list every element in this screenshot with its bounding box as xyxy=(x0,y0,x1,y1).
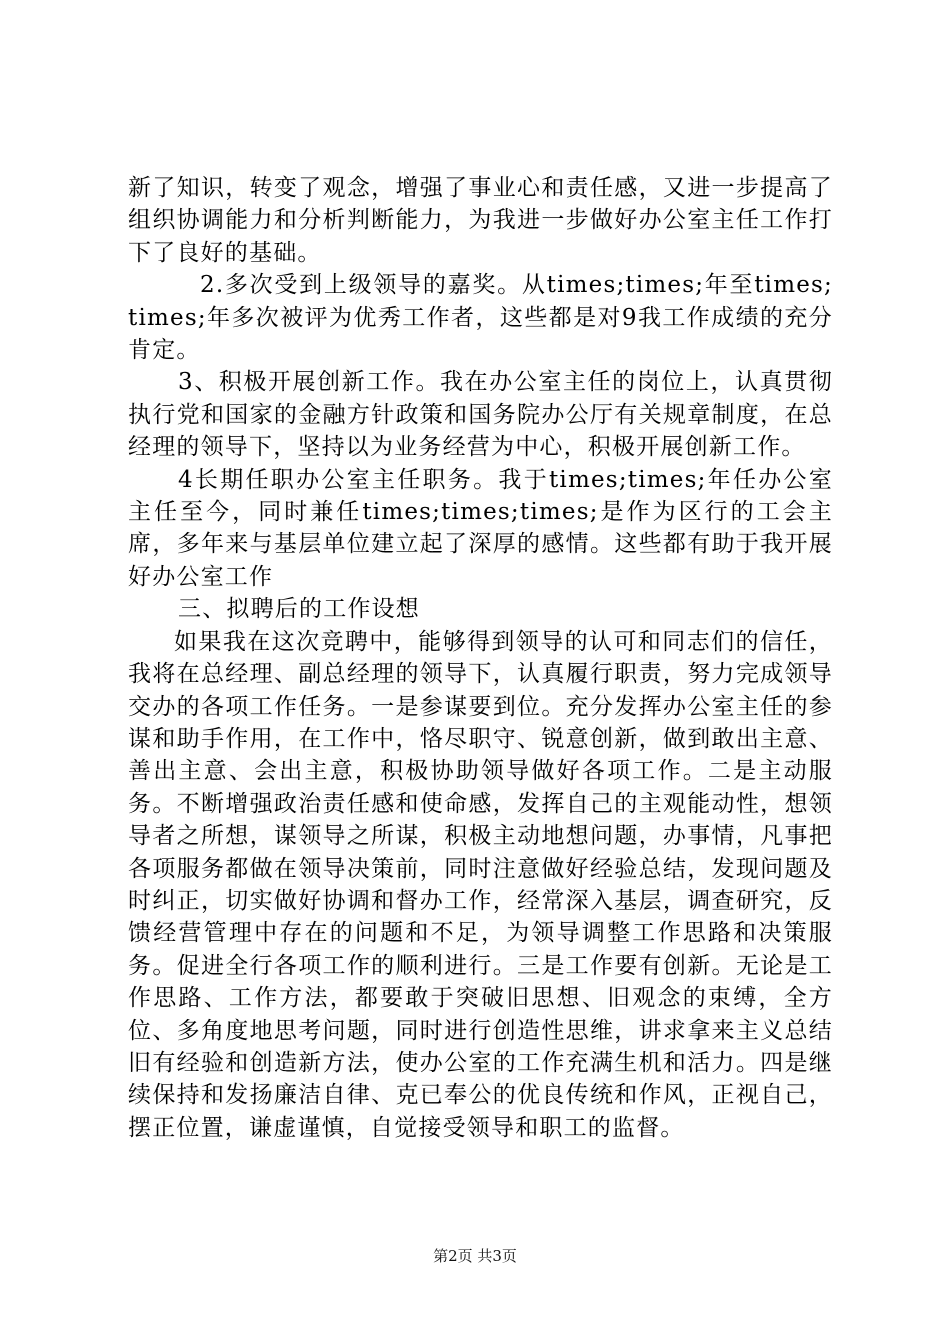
document-body xyxy=(128,172,833,1144)
paragraph-work-plan: 如果我在这次竞聘中，能够得到领导的认可和同志们的信任，我将在总经理、副总经理的领导下，认真履行职责，努力完成领导交办的各项工作任务。一是参谋要到位。充分发挥办公室主任的参谋和助手作用，在工作中，恪尽职守、锐意创新，做到敢出主意、善出主意、会出主意，积极协助领导做好各项工作。二是主动服务。不断增强政治责任感和使命感，发挥自己的主观能动性，想领导者之所想，谋领导之所谋，积极主动地想问题，办事情，凡事把各项服务都做在领导决策前，同时注意做好经验总结，发现问题及时纠正，切实做好协调和督办工作，经常深入基层，调查研究，反馈经营管理中存在的问题和不足，为领导调整工作思路和决策服务。促进全行各项工作的顺利进行。三是工作要有创新。无论是工作思路、工作方法，都要敢于突破旧思想、旧观念的束缚，全方位、多角度地思考问题，同时进行创造性思维，讲求拿来主义总结旧有经验和创造新方法，使办公室的工作充满生机和活力。四是继续保持和发扬廉洁自律、克已奉公的优良传统和作风，正视自己，摆正位置，谦虚谨慎，自觉接受领导和职工的监督。 xyxy=(128,628,833,1141)
section-heading: 三、拟聘后的工作设想 xyxy=(178,596,420,623)
paragraph-continuation: 新了知识，转变了观念，增强了事业心和责任感，又进一步提高了组织协调能力和分析判断能力，为我进一步做好办公室主任工作打下了良好的基础。 xyxy=(128,175,833,266)
page-number-footer: 第2页 共3页 xyxy=(433,1247,517,1265)
paragraph-item-2: 2.多次受到上级领导的嘉奖。从times;times;年至times;times;年多次被评为优秀工作者，这些都是对9我工作成绩的充分肯定。 xyxy=(128,272,833,364)
paragraph-item-4: 4长期任职办公室主任职务。我于times;times;年任办公室主任至今，同时兼任times;times;times;是作为区行的工会主席，多年来与基层单位建立起了深厚的感情。这些都有助于我开展好办公室工作 xyxy=(128,466,833,590)
paragraph-item-3: 3、积极开展创新工作。我在办公室主任的岗位上，认真贯彻执行党和国家的金融方针政策和国务院办公厅有关规章制度，在总经理的领导下，坚持以为业务经营为中心，积极开展创新工作。 xyxy=(128,369,833,461)
